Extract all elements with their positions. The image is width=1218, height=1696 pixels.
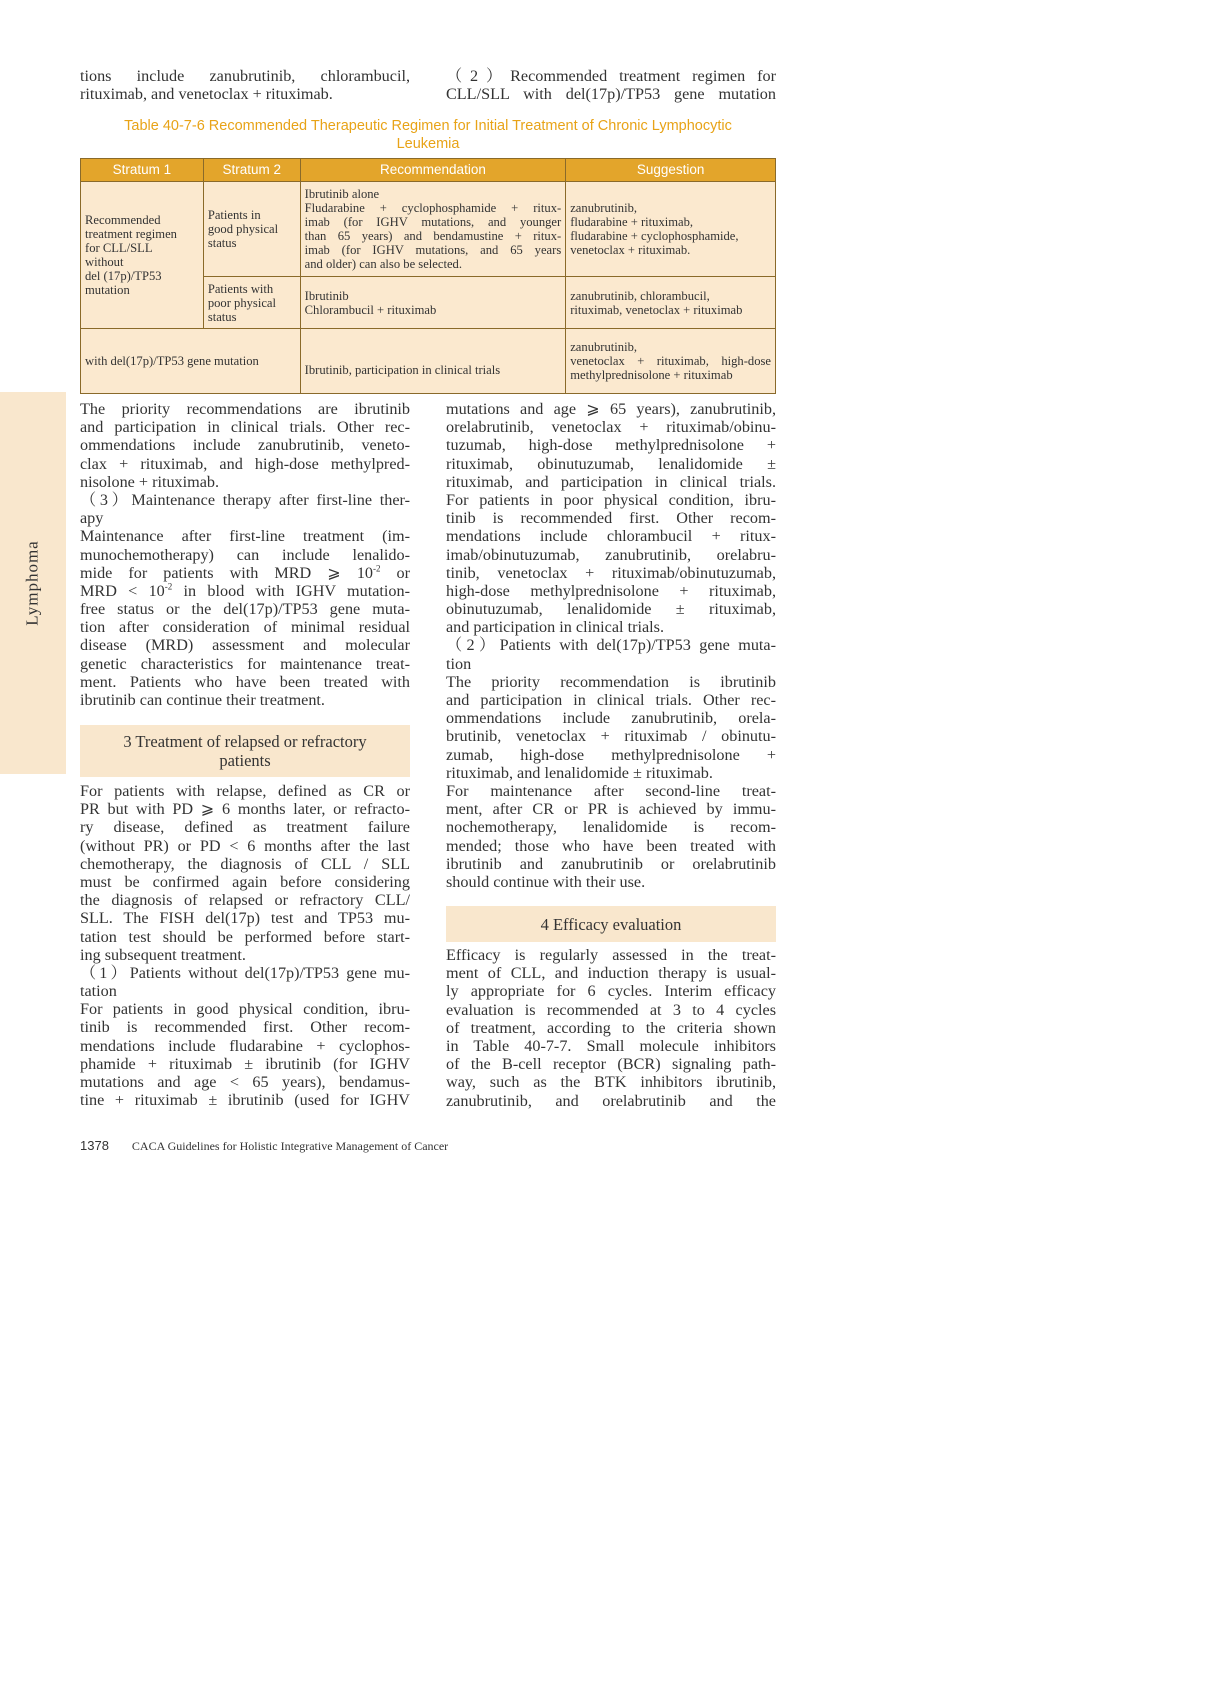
text-run: or [380, 563, 410, 582]
stratum2-cell [203, 182, 300, 277]
cell-line: Ibrutinib alone [304, 187, 380, 201]
text-line: rituximab, and lenalidomide ± rituximab. [446, 763, 713, 782]
section-heading-line: 3 Treatment of relapsed or refractory [123, 732, 367, 751]
table-title-line: Table 40-7-6 Recommended Therapeutic Regimen for Initial Treatment of Chronic Lymphocytic [124, 118, 732, 134]
table-row [81, 329, 776, 394]
cell-line: Recommended [85, 213, 161, 227]
page-footer [80, 1138, 448, 1154]
text-line: ibrutinib and zanubrutinib or orelabrutinib [446, 854, 776, 873]
cell-line: venetoclax + rituximab. [570, 243, 691, 257]
text-line: ment. Patients who have been treated with [80, 672, 410, 691]
text-line: （2）Recommended treatment regimen for [446, 67, 776, 85]
text-line: rituximab, and venetoclax + rituximab. [80, 85, 333, 104]
cell-line: Chlorambucil + rituximab [304, 302, 437, 317]
text-line: （3）Maintenance therapy after first-line ther- [80, 490, 410, 509]
text-line: zumab, high-dose methylprednisolone + [446, 745, 776, 764]
page-number: 1378 [80, 1138, 109, 1153]
text-line: and participation in clinical trials. Other rec- [446, 691, 776, 709]
text-line: imab/obinutuzumab, zanubrutinib, orelabru- [446, 545, 776, 564]
text-line: (without PR) or PD < 6 months after the last [80, 836, 410, 855]
cell-line: status [207, 309, 237, 324]
header-recommendation: Recommendation [300, 159, 566, 182]
text-line: ommendations include zanubrutinib, veneto- [80, 436, 410, 455]
text-line: For patients in good physical condition, ibru- [80, 1000, 410, 1019]
text-line: nisolone + rituximab. [80, 472, 220, 491]
text-line: nochemotherapy, lenalidomide is recom- [446, 818, 776, 837]
text-line: orelabrutinib, venetoclax + rituximab/obinu- [446, 418, 776, 437]
cell-line: Fludarabine + cyclophosphamide + ritux- [304, 201, 562, 215]
cell-line: zanubrutinib, chlorambucil, [570, 288, 710, 303]
text-line: tinib is recommended first. Other recom- [446, 509, 776, 528]
text-line: must be confirmed again before considering [80, 872, 410, 891]
text-line-mrd [80, 564, 410, 582]
text-line: tation test should be performed before start- [80, 927, 410, 946]
section-heading-line: 4 Efficacy evaluation [540, 914, 682, 934]
cell-line: zanubrutinib, [570, 340, 638, 354]
cell-line: zanubrutinib, [570, 201, 638, 215]
section-4-heading [446, 906, 776, 942]
text-line: genetic characteristics for maintenance treat- [80, 654, 410, 673]
cell-line: than 65 years) and bendamustine + ritux- [304, 229, 562, 243]
cell-line: and older) can also be selected. [304, 257, 463, 271]
cell-line: with del(17p)/TP53 gene mutation [85, 354, 259, 368]
running-title: CACA Guidelines for Holistic Integrative Management of Cancer [131, 1139, 449, 1153]
text-line: of the B-cell receptor (BCR) signaling path- [446, 1055, 776, 1074]
text-line: and participation in clinical trials. Other rec- [80, 418, 410, 437]
header-suggestion: Suggestion [566, 159, 776, 182]
text-line: For maintenance after second-line treat- [446, 781, 776, 800]
side-tab-label: Lymphoma [23, 540, 43, 626]
text-line: rituximab, obinutuzumab, lenalidomide ± [446, 454, 776, 473]
recommendation-cell [300, 182, 566, 277]
text-run: MRD < 10 [80, 581, 165, 600]
text-line: mendations include fludarabine + cyclophos- [80, 1036, 410, 1055]
text-line: （2）Patients with del(17p)/TP53 gene muta- [446, 636, 776, 655]
side-tab-label-wrap [0, 392, 66, 774]
text-line: rituximab, and participation in clinical trials. [446, 472, 776, 491]
text-line: zanubrutinib, and orelabrutinib and the [446, 1091, 776, 1110]
text-line: ry disease, defined as treatment failure [80, 818, 410, 837]
regimen-table [80, 158, 776, 394]
top-right-text [446, 67, 776, 103]
left-column-b [80, 782, 410, 1109]
cell-line: fludarabine + cyclophosphamide, [570, 229, 739, 243]
text-line: PR but with PD ⩾ 6 months later, or refracto- [80, 800, 410, 819]
cell-line: for CLL/SLL [85, 241, 153, 255]
text-line: of treatment, according to the criteria shown [446, 1018, 776, 1037]
cell-line: imab (for IGHV mutations, and 65 years [304, 243, 562, 257]
text-line: high-dose methylprednisolone + rituximab, [446, 581, 776, 600]
text-line: munochemotherapy) can include lenalido- [80, 545, 410, 564]
cell-line: methylprednisolone + rituximab [570, 368, 733, 382]
text-line: mended; those who have been treated with [446, 836, 776, 855]
left-column-a [80, 400, 410, 709]
text-line: ibrutinib can continue their treatment. [80, 691, 325, 709]
text-line: mendations include chlorambucil + ritux- [446, 527, 776, 546]
cell-line: Ibrutinib, participation in clinical trials [304, 363, 501, 377]
section-3-heading [80, 725, 410, 777]
suggestion-cell [566, 182, 776, 277]
cell-line: imab (for IGHV mutations, and younger [304, 215, 562, 229]
stratum1-cell [81, 182, 204, 329]
cell-line: Patients in [207, 208, 261, 222]
right-column-a [446, 400, 776, 891]
text-line: ment, after CR or PR is achieved by immu- [446, 800, 776, 819]
text-line: evaluation is recommended at 3 to 4 cycles [446, 1000, 776, 1019]
superscript: -2 [373, 563, 381, 574]
text-line: tation [80, 982, 117, 1001]
text-line: tinib, venetoclax + rituximab/obinutuzumab, [446, 563, 776, 582]
text-line: ommendations include zanubrutinib, orela- [446, 709, 776, 728]
table-row [81, 182, 776, 277]
text-line: Efficacy is regularly assessed in the treat- [446, 946, 776, 964]
text-line: Maintenance after first-line treatment (im- [80, 527, 410, 546]
text-line: SLL. The FISH del(17p) test and TP53 mu- [80, 909, 410, 928]
text-line: For patients with relapse, defined as CR or [80, 782, 410, 800]
cell-line: poor physical [207, 295, 277, 310]
table-title-line: Leukemia [396, 136, 460, 152]
suggestion-cell [566, 329, 776, 394]
top-left-text [80, 67, 410, 103]
header-stratum-1: Stratum 1 [81, 159, 204, 182]
cell-line: fludarabine + rituximab, [570, 215, 694, 229]
text-line: ly appropriate for 6 cycles. Interim efficacy [446, 982, 776, 1001]
header-stratum-2: Stratum 2 [203, 159, 300, 182]
text-line: disease (MRD) assessment and molecular [80, 636, 410, 655]
right-column-b [446, 946, 776, 1110]
text-line: and participation in clinical trials. [446, 618, 665, 637]
text-line: free status or the del(17p)/TP53 gene muta- [80, 600, 410, 619]
text-run: mide for patients with MRD ⩾ 10 [80, 563, 374, 582]
text-line: The priority recommendations are ibrutinib [80, 400, 410, 418]
text-line: tuzumab, high-dose methylprednisolone + [446, 436, 776, 455]
recommendation-cell [300, 277, 566, 329]
cell-line: del (17p)/TP53 [85, 269, 162, 283]
text-line: brutinib, venetoclax + rituximab / obinutu- [446, 727, 776, 746]
text-line: phamide + rituximab ± ibrutinib (for IGHV [80, 1054, 410, 1073]
cell-line: mutation [85, 283, 130, 297]
text-line: The priority recommendation is ibrutinib [446, 672, 776, 691]
text-line: the diagnosis of relapsed or refractory CLL/ [80, 891, 410, 910]
text-line: CLL/SLL with del(17p)/TP53 gene mutation [446, 85, 776, 104]
cell-line: venetoclax + rituximab, high-dose [570, 354, 771, 368]
stratum2-cell [203, 277, 300, 329]
cell-line: rituximab, venetoclax + rituximab [570, 302, 743, 317]
text-line: apy [80, 509, 104, 528]
table-title [80, 117, 776, 153]
text-line: tine + rituximab ± ibrutinib (used for IGHV [80, 1091, 410, 1110]
cell-line: good physical [207, 222, 279, 236]
text-line: chemotherapy, the diagnosis of CLL / SLL [80, 854, 410, 873]
text-line: For patients in poor physical condition, ibru- [446, 490, 776, 509]
suggestion-cell [566, 277, 776, 329]
recommendation-cell [300, 329, 566, 394]
cell-line: treatment regimen [85, 227, 177, 241]
text-run: in blood with IGHV mutation- [172, 581, 410, 600]
cell-line: status [207, 236, 237, 250]
text-line: tion after consideration of minimal residual [80, 618, 410, 637]
section-heading-line: patients [219, 751, 271, 770]
stratum-cell [81, 329, 301, 394]
text-line: tinib is recommended first. Other recom- [80, 1018, 410, 1037]
superscript: -2 [164, 581, 173, 592]
text-line: ing subsequent treatment. [80, 945, 246, 964]
text-line: （1）Patients without del(17p)/TP53 gene mu- [80, 963, 410, 982]
cell-line: Ibrutinib [304, 288, 349, 303]
text-line: should continue with their use. [446, 872, 646, 891]
text-line: obinutuzumab, lenalidomide ± rituximab, [446, 600, 776, 619]
text-line: mutations and age < 65 years), bendamus- [80, 1073, 410, 1091]
cell-line: Patients with [207, 281, 274, 296]
text-line-mrd [80, 582, 410, 600]
text-line: way, such as the BTK inhibitors ibrutinib, [446, 1073, 776, 1092]
text-line: clax + rituximab, and high-dose methylpred- [80, 454, 410, 473]
table-header-row [81, 159, 776, 182]
text-line: in Table 40-7-7. Small molecule inhibitors [446, 1036, 776, 1055]
text-line: tions include zanubrutinib, chlorambucil, [80, 67, 410, 85]
cell-line: without [85, 255, 124, 269]
text-line: tion [446, 654, 472, 673]
text-line: ment of CLL, and induction therapy is usual- [446, 964, 776, 983]
text-line: mutations and age ⩾ 65 years), zanubrutinib, [446, 400, 776, 418]
